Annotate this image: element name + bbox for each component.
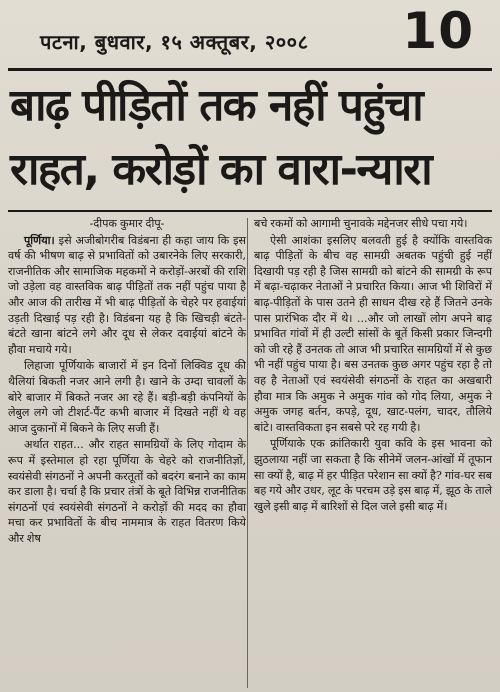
paragraph-text: इसे अजीबोगरीब विडंबना ही कहा जाय कि इस वर्ष की भीषण बाढ़ से प्रभावितों को उबारनेके लिए सरकारी, राजनीतिक और सामाजिक महकमों ने करोड़ों-अरबों की राशि जो उड़ेला वह वास्तविक बाढ़ पीड़ितों तक नहीं पहुंच पाया है और आज की तारीख में भी बाढ़ पीड़ितों के चेहरे पर हवाईयां उड़ती दिखाई पड़ रही है। विडंबना यह है कि खिचड़ी बंटते-बंटते खाना बांटने लगे और दूध से लेकर दवाईयां बांटने के हौवा मचाये गये। [8, 233, 247, 356]
article-paragraph: पूर्णियाके एक क्रांतिकारी युवा कवि के इस भावना को झुठलाया नहीं जा सकता है कि सीनेमें जलन-आंखों में तूफान सा क्यों है, बाढ़ में हर पीड़ित परेशान सा क्यों है? गांव-घर सब बह गये और उधर, लूट के परचम उड़े इस बाढ़ में, झूठ के ताले खुले इसी बाढ़ में बारिशों से दिल जले इसी बाढ़ में। [254, 437, 492, 513]
article-paragraph: अर्थात राहत... और राहत सामग्रियों के लिए गोदाम के रूप में इस्तेमाल हो रहा पूर्णिया के चेहरे को राजनीतिज्ञों, स्वयंसेवी संगठनों ने अपनी करतूतों को बदरंग बनाने का काम कर डाला है। चर्चा है कि प्रचार तंत्रों के बूते विभिन्न राजनीतिक संगठनों एवं स्वयंसेवी संगठनों ने करोड़ों की मदद का हौवा मचा कर प्रभावितों के बीच नाममात्र के राहत वितरण किये और शेष [8, 438, 246, 545]
byline: -दीपक कुमार दीपू- [89, 217, 165, 230]
article-paragraph [8, 233, 246, 358]
article-paragraph: लिहाजा पूर्णियाके बाजारों में इन दिनों लिक्विड दूध की थैलियां बिकती नजर आने लगी है। खाने के उम्दा चावलों के बोरे बाजार में बिकते नजर आ रहे हैं। बड़ी-बड़ी कंपनियों के लेबुल लगे जो टीशर्ट-पैंट कभी बाजार में दिखते नहीं थे वह आज दुकानों में बिकने के लिए सजी हैं। [8, 359, 246, 435]
page-number: 10 [402, 2, 474, 60]
dateline-place: पूर्णिया। [24, 233, 55, 247]
article-column-right [254, 216, 492, 515]
headline-rule [8, 210, 492, 212]
dateline-header: पटना, बुधवार, १५ अक्तूबर, २००८ [40, 30, 309, 54]
header-rule [8, 68, 492, 71]
article-paragraph: बचे रकमों को आगामी चुनावके मद्देनजर सीधे पचा गये। [254, 217, 468, 230]
column-divider [247, 218, 248, 688]
article-paragraph: ऐसी आशंका इसलिए बलवती हुई है क्योंकि वास्तविक बाढ़ पीड़ितों के बीच वह सामग्री अबतक पहुंची हुई नहीं दिखायी पड़ रही है जिस सामग्री को बांटने की सामग्री के रूप में बढ़ा-चढ़ाकर नेताओं ने प्रचारित किया। आज भी शिविरों में बाढ़-पीड़ितों के पास उतने ही साधन दीख रहे हैं जितने उनके पास प्रारंभिक दौर में थे। ...और जो लाखों लोग अपने बाढ़ प्रभावित गांवों में ही उल्टी सांसों के बूतें किसी प्रकार जिन्दगी को जी रहे हैं उनतक तो आज भी प्रचारित सामग्रियों में से कुछ भी नहीं पहुंच पाया है। बस उनतक कुछ अगर पहुंच रहा है तो वह है नेताओं एवं स्वयंसेवी संगठनों के राहत का अखबारी हौवा मात्र कि अमुक ने अमुक गांव को गोद लिया, अमुक ने अमुक जगह बर्तन, कपड़े, दूध, खाट-पलंग, चादर, तौलिये बांटे। वास्तविकता इन सबसे परे रह गयी है। [254, 233, 492, 434]
article-column-left [8, 216, 246, 547]
headline-line-1: बाढ़ पीड़ितों तक नहीं पहुंचा [10, 80, 423, 131]
headline-line-2: राहत, करोड़ों का वारा-न्यारा [10, 144, 432, 195]
